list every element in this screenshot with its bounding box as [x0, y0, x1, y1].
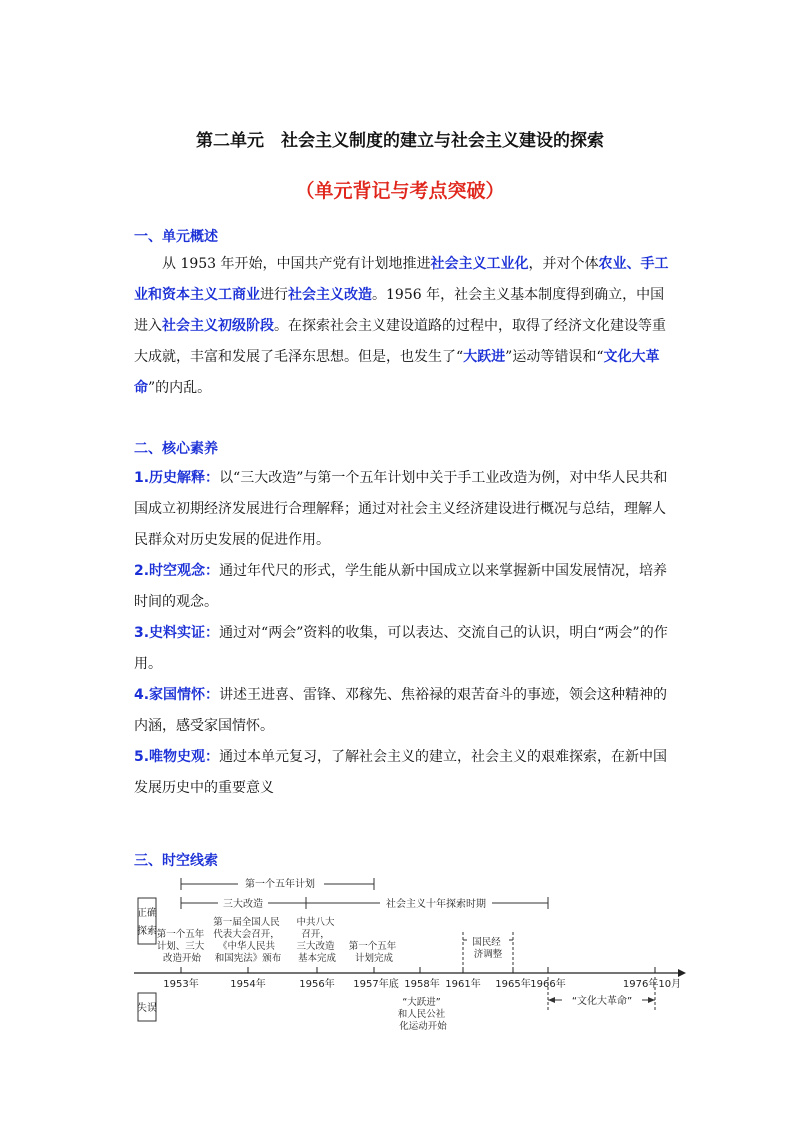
span-label-decade: 社会主义十年探索时期	[386, 899, 486, 910]
event-1954: 第一届全国人民 代表大会召开， 《中华人民共 和国宪法》颁布	[213, 917, 282, 964]
year-1956: 1956年	[299, 979, 335, 990]
literacy-item-text: 以“三大改造”与第一个五年计划中关于手工业改造为例，对中华人民共和国成立初期经济发展进行合理解释；通过对社会主义经济建设进行概况与总结，理解人民群众对历史发展的促进作用。	[134, 470, 668, 548]
event-1956a: 中共八大 召开， 三大改造 基本完成	[296, 917, 337, 964]
overview-text: ，并对个体	[528, 256, 599, 272]
span-label-reform: 三大改造	[223, 899, 263, 910]
keyword-highlight: 社会主义改造	[288, 287, 372, 303]
keyword-highlight: 社会主义工业化	[430, 256, 529, 272]
year-1966: 1966年	[530, 979, 566, 990]
year-1961: 1961年	[445, 979, 481, 990]
page-title: 第二单元 社会主义制度的建立与社会主义建设的探索	[196, 131, 604, 151]
overview-text: 。在探索社会主义建设道路的过程中，取得了经济文化建设等重大成就，丰富和发展了毛泽东思想。但是，也发生了“	[134, 318, 666, 365]
literacy-item-label: 5.唯物史观：	[134, 749, 220, 765]
literacy-item-text: 通过对“两会”资料的收集，可以表达、交流自己的认识，明白“两会”的作用。	[134, 625, 668, 672]
literacy-list	[134, 463, 674, 804]
side-label-bottom: 失误	[137, 1003, 157, 1014]
year-1976: 1976年10月	[622, 979, 682, 990]
literacy-item	[134, 618, 674, 680]
overview-text: 进行	[260, 287, 288, 303]
keyword-highlight: 文化大革命	[134, 349, 660, 396]
year-1958: 1958年	[404, 979, 440, 990]
keyword-highlight: 大跃进	[463, 349, 506, 365]
overview-text: ”运动等错误和“	[505, 349, 604, 365]
literacy-item-text: 通过年代尺的形式，学生能从新中国成立以来掌握新中国发展情况，培养时间的观念。	[134, 563, 668, 610]
overview-text: 。1956 年，社会主义基本制度得到确立，中国进入	[134, 287, 665, 334]
keyword-highlight: 社会主义初级阶段	[162, 318, 274, 334]
span-label-adjust: 国民经 济调整	[472, 937, 503, 960]
year-1953: 1953年	[163, 979, 199, 990]
event-1958: “大跃进” 和人民公社 化运动开始	[397, 997, 447, 1032]
section-heading-timeline: 三、时空线索	[134, 853, 218, 869]
literacy-item-label: 1.历史解释：	[134, 470, 220, 486]
overview-text: ”的内乱。	[148, 380, 212, 396]
side-label-top-1: 正确	[137, 908, 157, 919]
event-1953: 第一个五年 计划、三大 改造开始	[156, 929, 205, 964]
side-box-correct	[138, 898, 156, 944]
literacy-item-label: 2.时空观念：	[134, 563, 220, 579]
timeline-diagram	[130, 870, 690, 1040]
axis-ticks	[181, 967, 655, 973]
year-1954: 1954年	[230, 979, 266, 990]
span-label-plan: 第一个五年计划	[245, 879, 315, 890]
literacy-item	[134, 556, 674, 618]
page-subtitle: （单元背记与考点突破）	[295, 180, 505, 202]
overview-text: 从 1953 年开始，中国共产党有计划地推进	[162, 256, 431, 272]
literacy-item	[134, 680, 674, 742]
literacy-item	[134, 463, 674, 556]
section-heading-literacy: 二、核心素养	[134, 441, 218, 457]
literacy-item	[134, 742, 674, 804]
section-heading-overview: 一、单元概述	[134, 229, 218, 245]
event-1956b: 第一个五年 计划完成	[348, 941, 397, 964]
literacy-item-label: 3.史料实证：	[134, 625, 220, 641]
side-label-top-2: 探索	[137, 926, 157, 937]
literacy-item-label: 4.家国情怀：	[134, 687, 220, 703]
year-1965: 1965年	[495, 979, 531, 990]
literacy-item-text: 通过本单元复习，了解社会主义的建立，社会主义的艰难探索，在新中国发展历史中的重要意义	[134, 749, 668, 796]
span-label-cr: “文化大革命”	[571, 996, 633, 1007]
literacy-item-text: 讲述王进喜、雷锋、邓稼先、焦裕禄的艰苦奋斗的事迹，领会这种精神的内涵，感受家国情怀。	[134, 687, 668, 734]
keyword-highlight: 农业、手工业和资本主义工商业	[134, 256, 669, 303]
overview-paragraph	[134, 249, 670, 404]
year-1957: 1957年底	[353, 979, 399, 990]
